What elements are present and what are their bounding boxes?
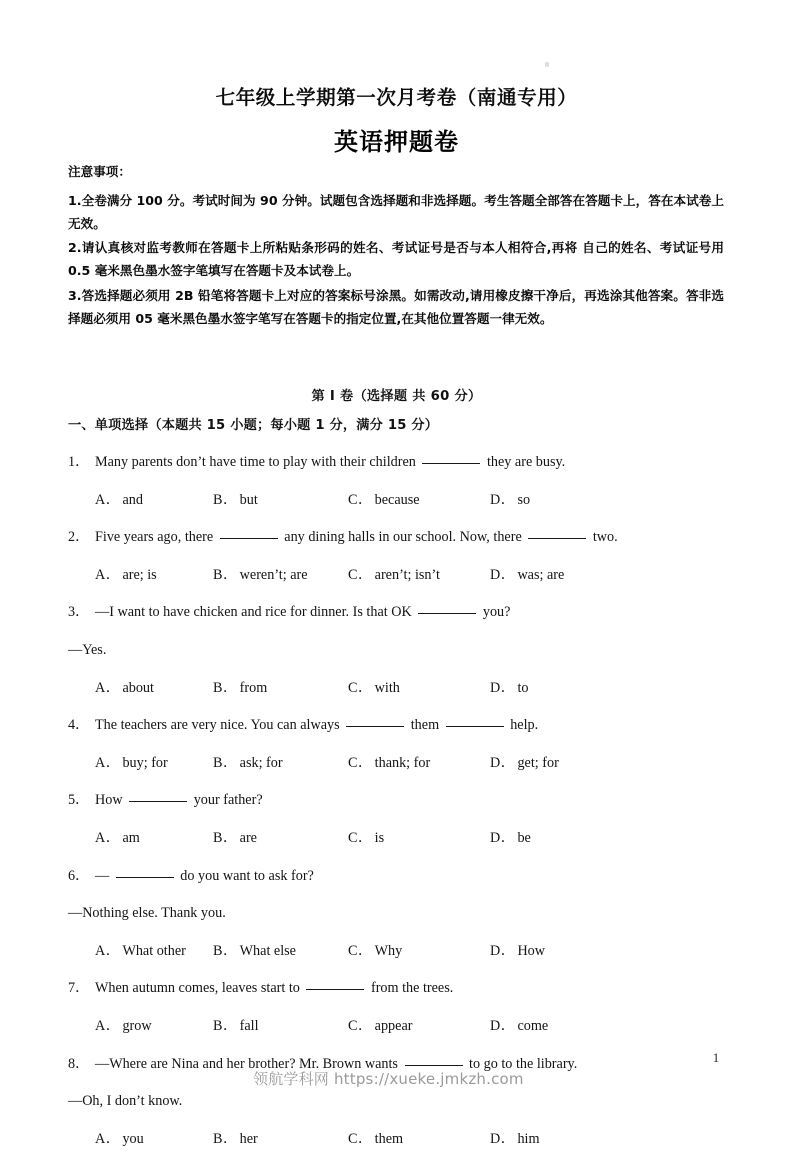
option-text: because bbox=[375, 492, 420, 508]
question-stem-mid: any dining halls in our school. Now, there bbox=[281, 529, 526, 545]
notice-block bbox=[68, 166, 724, 333]
option-c[interactable] bbox=[348, 482, 420, 520]
question-list bbox=[68, 444, 728, 1158]
question-continuation: —Oh, I don’t know. bbox=[68, 1083, 728, 1121]
answer-blank[interactable] bbox=[129, 789, 187, 802]
question-stem-after: your father? bbox=[190, 792, 262, 808]
option-label: C． bbox=[348, 830, 373, 846]
paper-speck bbox=[545, 62, 549, 67]
question-stem-after: from the trees. bbox=[367, 980, 453, 996]
option-d[interactable] bbox=[490, 745, 559, 783]
option-c[interactable] bbox=[348, 1008, 412, 1046]
option-text: What other bbox=[122, 943, 185, 959]
option-label: B． bbox=[213, 567, 238, 583]
question-stem-mid: them bbox=[407, 717, 442, 733]
option-text: but bbox=[240, 492, 258, 508]
answer-blank[interactable] bbox=[116, 865, 174, 878]
option-text: weren’t; are bbox=[240, 567, 308, 583]
question-stem bbox=[68, 858, 728, 896]
notice-item-3: 3.答选择题必须用 2B 铅笔将答题卡上对应的答案标号涂黑。如需改动,请用橡皮擦干净后，再选涂其他答案。答非选择题必须用 05 毫米黑色墨水签字笔写在答题卡的指定位置,在其他位置答题一律无效。 bbox=[68, 285, 724, 331]
option-a[interactable] bbox=[95, 670, 154, 708]
option-label: A． bbox=[95, 830, 120, 846]
question-number: 2． bbox=[68, 519, 95, 557]
option-label: A． bbox=[95, 567, 120, 583]
answer-blank[interactable] bbox=[418, 601, 476, 614]
part-one-heading: 第 I 卷（选择题 共 60 分） bbox=[0, 385, 793, 404]
question-stem-before: — bbox=[95, 868, 113, 884]
option-label: C． bbox=[348, 1131, 373, 1147]
question-stem-before: Many parents don’t have time to play with their children bbox=[95, 454, 419, 470]
option-text: ask; for bbox=[240, 755, 283, 771]
option-text: What else bbox=[240, 943, 296, 959]
answer-blank[interactable] bbox=[346, 714, 404, 727]
option-row bbox=[68, 1008, 728, 1046]
option-text: fall bbox=[240, 1018, 259, 1034]
question-stem-before: —I want to have chicken and rice for dinner. Is that OK bbox=[95, 604, 415, 620]
option-a[interactable] bbox=[95, 933, 186, 971]
option-c[interactable] bbox=[348, 745, 430, 783]
option-label: B． bbox=[213, 1018, 238, 1034]
option-label: D． bbox=[490, 680, 515, 696]
question-number: 3． bbox=[68, 594, 95, 632]
question-stem bbox=[68, 707, 728, 745]
option-d[interactable] bbox=[490, 557, 564, 595]
option-text: with bbox=[375, 680, 400, 696]
option-c[interactable] bbox=[348, 557, 440, 595]
option-a[interactable] bbox=[95, 1121, 144, 1158]
answer-blank[interactable] bbox=[422, 451, 480, 464]
question-stem-after: they are busy. bbox=[483, 454, 565, 470]
question-stem-before: The teachers are very nice. You can always bbox=[95, 717, 343, 733]
option-c[interactable] bbox=[348, 1121, 403, 1158]
option-label: B． bbox=[213, 492, 238, 508]
answer-blank[interactable] bbox=[446, 714, 504, 727]
option-text: come bbox=[517, 1018, 548, 1034]
option-label: B． bbox=[213, 943, 238, 959]
option-b[interactable] bbox=[213, 670, 267, 708]
question-block bbox=[68, 970, 728, 1045]
page-number: 1 bbox=[706, 1050, 726, 1066]
question-number: 1． bbox=[68, 444, 95, 482]
option-label: C． bbox=[348, 680, 373, 696]
option-label: C． bbox=[348, 492, 373, 508]
option-label: A． bbox=[95, 492, 120, 508]
option-c[interactable] bbox=[348, 820, 384, 858]
notice-heading: 注意事项： bbox=[68, 166, 724, 179]
option-text: and bbox=[122, 492, 143, 508]
option-label: B． bbox=[213, 1131, 238, 1147]
option-label: A． bbox=[95, 943, 120, 959]
option-label: A． bbox=[95, 1131, 120, 1147]
option-b[interactable] bbox=[213, 1121, 258, 1158]
option-text: are bbox=[240, 830, 257, 846]
question-continuation: —Yes. bbox=[68, 632, 728, 670]
option-b[interactable] bbox=[213, 482, 258, 520]
question-stem bbox=[68, 444, 728, 482]
question-block bbox=[68, 1046, 728, 1158]
option-label: D． bbox=[490, 567, 515, 583]
question-block bbox=[68, 444, 728, 519]
option-row bbox=[68, 1121, 728, 1158]
option-text: was; are bbox=[517, 567, 564, 583]
option-text: you bbox=[122, 1131, 143, 1147]
option-text: How bbox=[517, 943, 545, 959]
option-label: C． bbox=[348, 943, 373, 959]
option-text: is bbox=[375, 830, 384, 846]
question-block bbox=[68, 519, 728, 594]
question-stem-after: two. bbox=[589, 529, 617, 545]
option-text: her bbox=[240, 1131, 258, 1147]
option-text: thank; for bbox=[375, 755, 431, 771]
option-text: about bbox=[122, 680, 154, 696]
option-text: so bbox=[517, 492, 530, 508]
option-label: C． bbox=[348, 567, 373, 583]
option-text: him bbox=[517, 1131, 539, 1147]
option-label: B． bbox=[213, 830, 238, 846]
question-block bbox=[68, 594, 728, 707]
option-label: D． bbox=[490, 943, 515, 959]
option-d[interactable] bbox=[490, 670, 528, 708]
question-block bbox=[68, 707, 728, 782]
option-text: Why bbox=[375, 943, 403, 959]
option-row bbox=[68, 745, 728, 783]
option-b[interactable] bbox=[213, 745, 283, 783]
option-text: get; for bbox=[517, 755, 558, 771]
question-number: 7． bbox=[68, 970, 95, 1008]
question-stem bbox=[68, 970, 728, 1008]
option-text: them bbox=[375, 1131, 403, 1147]
question-stem bbox=[68, 519, 728, 557]
question-number: 5． bbox=[68, 782, 95, 820]
option-row bbox=[68, 557, 728, 595]
option-c[interactable] bbox=[348, 670, 400, 708]
option-d[interactable] bbox=[490, 482, 530, 520]
question-number: 8． bbox=[68, 1046, 95, 1084]
option-b[interactable] bbox=[213, 933, 296, 971]
option-a[interactable] bbox=[95, 745, 168, 783]
page-subtitle: 英语押题卷 bbox=[0, 122, 793, 157]
option-text: from bbox=[240, 680, 268, 696]
option-b[interactable] bbox=[213, 557, 308, 595]
question-stem-before: When autumn comes, leaves start to bbox=[95, 980, 303, 996]
notice-item-2: 2.请认真核对监考教师在答题卡上所粘贴条形码的姓名、考试证号是否与本人相符合,再将 自己的姓名、考试证号用 0.5 毫米黑色墨水签字笔填写在答题卡及本试卷上。 bbox=[68, 237, 724, 283]
question-number: 6． bbox=[68, 858, 95, 896]
option-text: to bbox=[517, 680, 528, 696]
option-b[interactable] bbox=[213, 820, 257, 858]
option-d[interactable] bbox=[490, 933, 545, 971]
question-stem-before: Five years ago, there bbox=[95, 529, 217, 545]
option-label: D． bbox=[490, 1018, 515, 1034]
option-text: appear bbox=[375, 1018, 413, 1034]
option-d[interactable] bbox=[490, 1121, 540, 1158]
option-text: am bbox=[122, 830, 139, 846]
answer-blank[interactable] bbox=[306, 977, 364, 990]
option-label: B． bbox=[213, 755, 238, 771]
option-row bbox=[68, 482, 728, 520]
question-stem-before: —Where are Nina and her brother? Mr. Brown wants bbox=[95, 1056, 402, 1072]
option-label: A． bbox=[95, 680, 120, 696]
question-continuation: —Nothing else. Thank you. bbox=[68, 895, 728, 933]
option-text: be bbox=[517, 830, 530, 846]
option-d[interactable] bbox=[490, 820, 531, 858]
notice-item-1: 1.全卷满分 100 分。考试时间为 90 分钟。试题包含选择题和非选择题。考生答题全部答在答题卡上，答在本试卷上无效。 bbox=[68, 190, 724, 236]
question-stem-after: do you want to ask for? bbox=[177, 868, 314, 884]
question-number: 4． bbox=[68, 707, 95, 745]
option-a[interactable] bbox=[95, 557, 157, 595]
answer-blank[interactable] bbox=[405, 1053, 463, 1066]
option-d[interactable] bbox=[490, 1008, 548, 1046]
question-stem-after: you? bbox=[479, 604, 510, 620]
option-label: D． bbox=[490, 492, 515, 508]
option-row bbox=[68, 820, 728, 858]
question-block bbox=[68, 782, 728, 857]
option-label: D． bbox=[490, 830, 515, 846]
option-a[interactable] bbox=[95, 482, 143, 520]
section-one-heading: 一、单项选择（本题共 15 小题；每小题 1 分，满分 15 分） bbox=[68, 414, 438, 433]
answer-blank[interactable] bbox=[528, 526, 586, 539]
question-stem-after: help. bbox=[507, 717, 539, 733]
option-text: grow bbox=[122, 1018, 151, 1034]
option-label: C． bbox=[348, 755, 373, 771]
question-stem-after: to go to the library. bbox=[466, 1056, 578, 1072]
question-stem bbox=[68, 594, 728, 632]
answer-blank[interactable] bbox=[220, 526, 278, 539]
question-stem-before: How bbox=[95, 792, 126, 808]
site-watermark: 领航学科网 https://xueke.jmkzh.com bbox=[253, 1068, 524, 1089]
page-title: 七年级上学期第一次月考卷（南通专用） bbox=[0, 82, 793, 110]
option-text: are; is bbox=[122, 567, 156, 583]
question-stem bbox=[68, 782, 728, 820]
option-label: B． bbox=[213, 680, 238, 696]
option-text: aren’t; isn’t bbox=[375, 567, 440, 583]
option-c[interactable] bbox=[348, 933, 402, 971]
option-a[interactable] bbox=[95, 1008, 152, 1046]
option-b[interactable] bbox=[213, 1008, 259, 1046]
option-label: D． bbox=[490, 1131, 515, 1147]
option-label: A． bbox=[95, 1018, 120, 1034]
option-label: A． bbox=[95, 755, 120, 771]
question-block bbox=[68, 858, 728, 971]
option-label: C． bbox=[348, 1018, 373, 1034]
option-row bbox=[68, 670, 728, 708]
option-row bbox=[68, 933, 728, 971]
option-label: D． bbox=[490, 755, 515, 771]
option-text: buy; for bbox=[122, 755, 167, 771]
option-a[interactable] bbox=[95, 820, 140, 858]
